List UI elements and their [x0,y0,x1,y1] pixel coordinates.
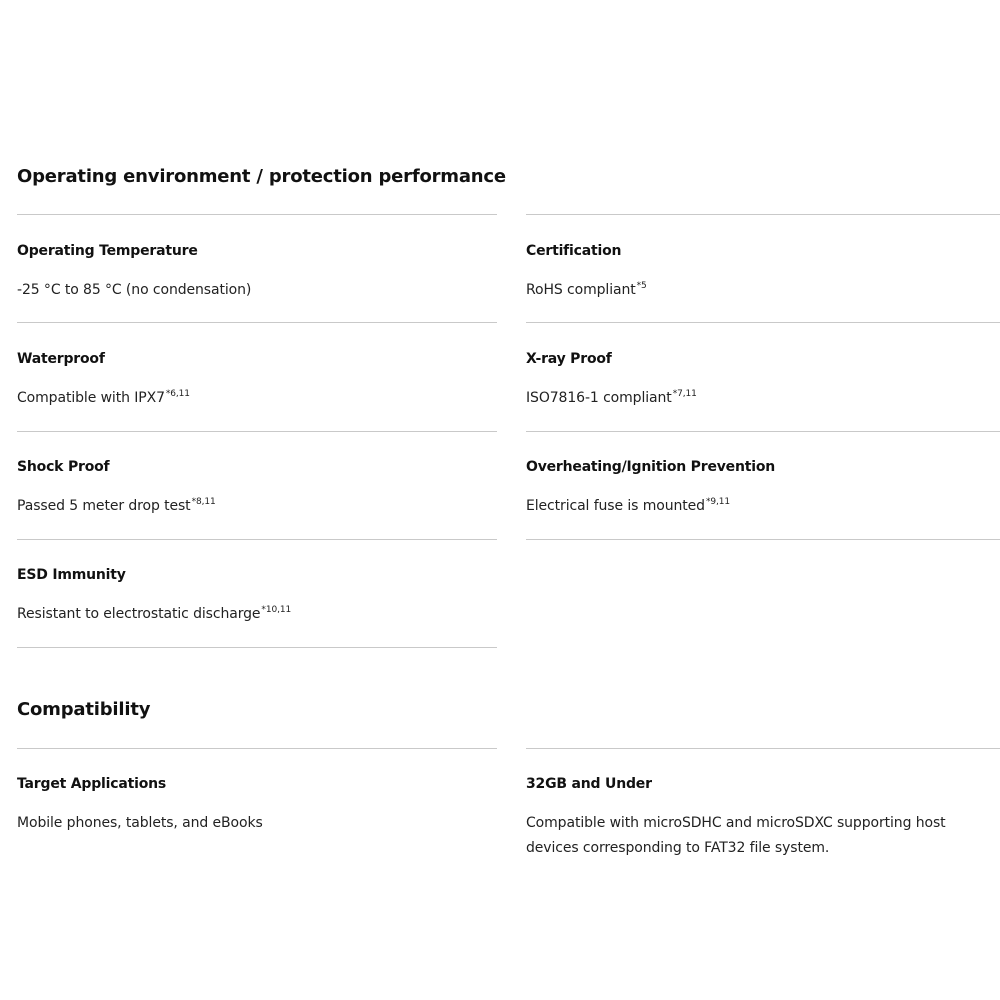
spec-label: Certification [526,243,622,259]
footnote-ref: *6,11 [165,389,190,399]
spec-label: Waterproof [17,351,105,367]
footnote-ref: *7,11 [672,389,697,399]
spec-label: 32GB and Under [526,776,652,792]
spec-value-text: ISO7816-1 compliant [526,390,672,406]
divider [526,322,1000,323]
section-title-environment: Operating environment / protection performance [17,166,506,187]
spec-value-text: Passed 5 meter drop test [17,498,191,514]
spec-value [526,494,1000,519]
spec-certification [526,242,1000,303]
divider [17,539,497,540]
footnote-ref: *8,11 [191,497,216,507]
spec-value-text: -25 °C to 85 °C (no condensation) [17,282,252,298]
spec-shock-proof [17,458,497,519]
divider [526,431,1000,432]
spec-value [17,386,497,411]
spec-value [17,602,497,627]
footnote-ref: *5 [636,281,647,291]
footnote-ref: *9,11 [705,497,730,507]
divider [526,214,1000,215]
divider [17,748,497,749]
spec-label: Target Applications [17,776,167,792]
divider [526,748,1000,749]
divider [17,214,497,215]
divider [17,322,497,323]
spec-value [17,811,497,836]
spec-label: Shock Proof [17,459,110,475]
divider [526,539,1000,540]
section-title-compatibility: Compatibility [17,699,151,720]
spec-label: X-ray Proof [526,351,612,367]
spec-value [526,278,1000,303]
spec-waterproof [17,350,497,411]
spec-operating-temperature [17,242,497,303]
spec-overheating-prevention [526,458,1000,519]
footnote-ref: *10,11 [261,605,292,615]
spec-value-text: RoHS compliant [526,282,636,298]
spec-value-text: Compatible with IPX7 [17,390,165,406]
spec-value [17,494,497,519]
spec-value [526,811,1000,861]
spec-value-text: Mobile phones, tablets, and eBooks [17,815,263,831]
spec-value-text: Electrical fuse is mounted [526,498,705,514]
spec-value-text: Resistant to electrostatic discharge [17,606,261,622]
spec-target-applications [17,775,497,836]
spec-xray-proof [526,350,1000,411]
spec-label: Operating Temperature [17,243,198,259]
divider [17,647,497,648]
spec-value [17,278,497,303]
spec-value [526,386,1000,411]
spec-32gb-and-under [526,775,1000,861]
spec-esd-immunity [17,566,497,627]
spec-label: Overheating/Ignition Prevention [526,459,775,475]
divider [17,431,497,432]
spec-label: ESD Immunity [17,567,126,583]
spec-value-text: Compatible with microSDHC and microSDXC supporting host devices corresponding to FAT32 file system. [526,815,946,856]
